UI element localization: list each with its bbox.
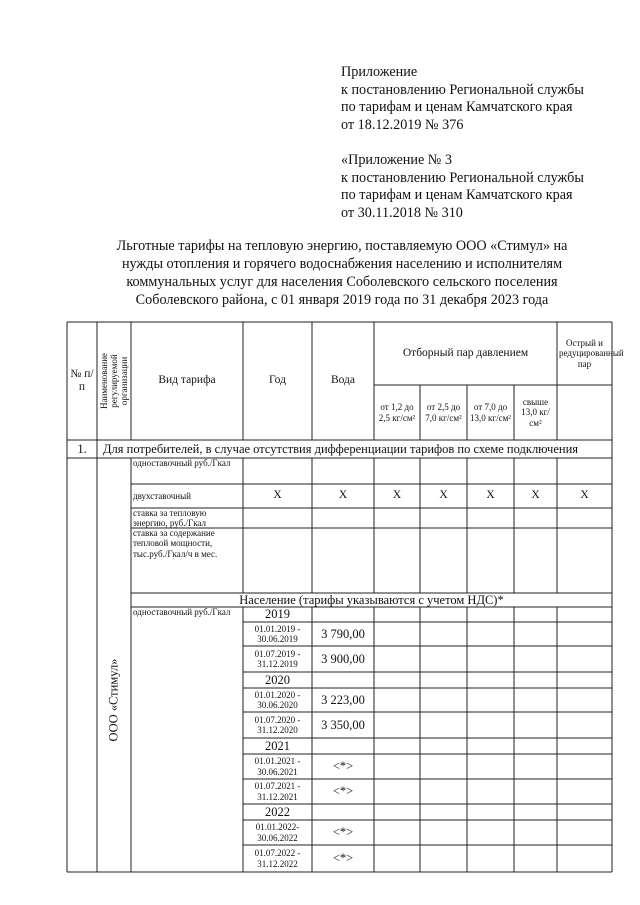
year-label	[245, 672, 310, 688]
header-pressure-3	[469, 385, 512, 440]
row-two-rate-text: двухставочный	[133, 490, 191, 501]
row-heat-rate	[133, 508, 241, 528]
year-label-text: 2021	[265, 738, 290, 753]
header-pressure-2	[422, 385, 465, 440]
water-tariff-value	[314, 712, 372, 738]
header-sharp-steam-text: Острый и редуцированный пар	[559, 337, 624, 369]
header-year-text: Год	[269, 374, 286, 387]
year-label	[245, 804, 310, 820]
water-tariff-value	[314, 622, 372, 646]
period-label-text: 01.07.2019 - 31.12.2019	[254, 648, 301, 669]
x-mark	[422, 484, 465, 508]
population-header-text: Население (тарифы указываются с учетом НДС)*	[239, 592, 504, 607]
water-tariff-value	[314, 779, 372, 804]
water-tariff-value-text: <*>	[332, 784, 354, 799]
x-mark	[559, 484, 610, 508]
year-label-text: 2022	[265, 804, 290, 819]
year-label-text: 2020	[265, 672, 290, 687]
water-tariff-value-text: 3 223,00	[321, 692, 365, 707]
water-tariff-value	[314, 646, 372, 672]
x-mark	[376, 484, 418, 508]
period-label	[245, 779, 310, 804]
row-single-rate-text: одноставочный руб./Гкал	[133, 458, 231, 468]
appendix-line: от 30.11.2018 № 310	[341, 204, 463, 221]
period-label	[245, 845, 310, 872]
title-line: Соболевского района, с 01 января 2019 года по 31 декабря 2023 года	[135, 292, 549, 308]
period-label-text: 01.01.2019 - 30.06.2019	[254, 623, 301, 644]
water-tariff-value-text: <*>	[332, 851, 354, 866]
header-pressure-3-text: от 7,0 до 13,0 кг/см²	[470, 402, 511, 423]
x-mark	[469, 484, 512, 508]
organization-name: ООО «Стимул»	[106, 658, 121, 742]
header-num	[69, 322, 95, 440]
section-title-text: Для потребителей, в случае отсутствия дифференциации тарифов по схеме подключения	[103, 441, 579, 456]
x-mark-text: X	[580, 489, 589, 502]
year-label-text: 2019	[265, 607, 290, 622]
period-label	[245, 688, 310, 712]
water-tariff-value-text: 3 790,00	[321, 626, 365, 641]
population-single-rate	[133, 607, 241, 631]
x-mark-text: X	[439, 489, 448, 502]
header-pressure-1	[376, 385, 418, 440]
period-label-text: 01.07.2020 - 31.12.2020	[254, 714, 301, 735]
water-tariff-value-text: 3 350,00	[321, 717, 365, 732]
appendix-line: к постановлению Региональной службы	[341, 169, 584, 186]
population-single-rate-text: одноставочный руб./Гкал	[133, 607, 231, 617]
water-tariff-value-text: <*>	[332, 825, 354, 840]
water-tariff-value-text: 3 900,00	[321, 651, 365, 666]
period-label-text: 01.07.2022 - 31.12.2022	[254, 848, 301, 869]
header-num-text: № п/п	[70, 367, 94, 393]
appendix-line: Приложение	[341, 64, 418, 80]
x-mark-text: X	[338, 489, 348, 502]
row-capacity-rate	[133, 528, 241, 593]
appendix-line: «Приложение № 3	[341, 152, 452, 168]
x-mark	[314, 484, 372, 508]
population-header	[133, 593, 610, 607]
water-tariff-value	[314, 688, 372, 712]
period-label	[245, 754, 310, 779]
x-mark-text: X	[273, 489, 282, 502]
title-line: Льготные тарифы на тепловую энергию, поставляемую ООО «Стимул» на	[116, 238, 568, 254]
water-tariff-value	[314, 845, 372, 872]
period-label	[245, 820, 310, 845]
period-label-text: 01.01.2022- 30.06.2022	[255, 822, 300, 843]
period-label-text: 01.01.2020 - 30.06.2020	[254, 689, 301, 710]
period-label	[245, 646, 310, 672]
x-mark-text: X	[486, 489, 495, 502]
header-steam-text: Отборный пар давлением	[402, 346, 529, 359]
period-label-text: 01.07.2021 - 31.12.2021	[254, 781, 301, 802]
appendix-line: от 18.12.2019 № 376	[341, 116, 464, 133]
header-pressure-1-text: от 1,2 до 2,5 кг/см²	[378, 402, 416, 423]
section-number-text: 1.	[77, 441, 87, 456]
header-water-text: Вода	[330, 374, 356, 387]
header-pressure-2-text: от 2,5 до 7,0 кг/см²	[425, 402, 462, 423]
appendix-line: по тарифам и ценам Камчатского края	[341, 187, 573, 203]
header-steam	[376, 322, 555, 385]
water-tariff-value-text: <*>	[332, 759, 354, 774]
water-tariff-value	[314, 754, 372, 779]
x-mark-text: X	[392, 489, 402, 502]
period-label	[245, 622, 310, 646]
year-label	[245, 738, 310, 754]
year-label	[245, 607, 310, 622]
section-number	[69, 440, 95, 458]
header-tariff-type	[133, 322, 241, 440]
section-title	[103, 440, 610, 458]
appendix-line: к постановлению Региональной службы	[341, 81, 584, 98]
header-tariff-type-text: Вид тарифа	[158, 374, 216, 387]
x-mark	[516, 484, 555, 508]
x-mark-text: X	[531, 489, 540, 502]
row-capacity-rate-text: ставка за содержание тепловой мощности, тыс.руб./Гкал/ч в мес.	[133, 528, 218, 559]
water-tariff-value	[314, 820, 372, 845]
header-sharp-steam	[559, 322, 624, 385]
title-line: коммунальных услуг для населения Соболевского сельского поселения	[126, 274, 558, 290]
header-water	[314, 322, 372, 440]
x-mark	[245, 484, 310, 508]
row-single-rate	[133, 458, 241, 484]
title-line: нужды отопления и горячего водоснабжения населению и исполнителям	[121, 256, 563, 272]
header-organization: Наименование регулируемой организации	[99, 352, 129, 410]
appendix-line: по тарифам и ценам Камчатского края	[341, 99, 573, 115]
row-two-rate	[133, 484, 241, 508]
period-label-text: 01.01.2021 - 30.06.2021	[254, 756, 301, 777]
header-year	[245, 322, 310, 440]
header-pressure-4-text: свыше 13,0 кг/см²	[521, 396, 550, 428]
header-pressure-4	[516, 385, 555, 440]
period-label	[245, 712, 310, 738]
row-heat-rate-text: ставка за тепловую энергию, руб./Гкал	[133, 508, 207, 529]
